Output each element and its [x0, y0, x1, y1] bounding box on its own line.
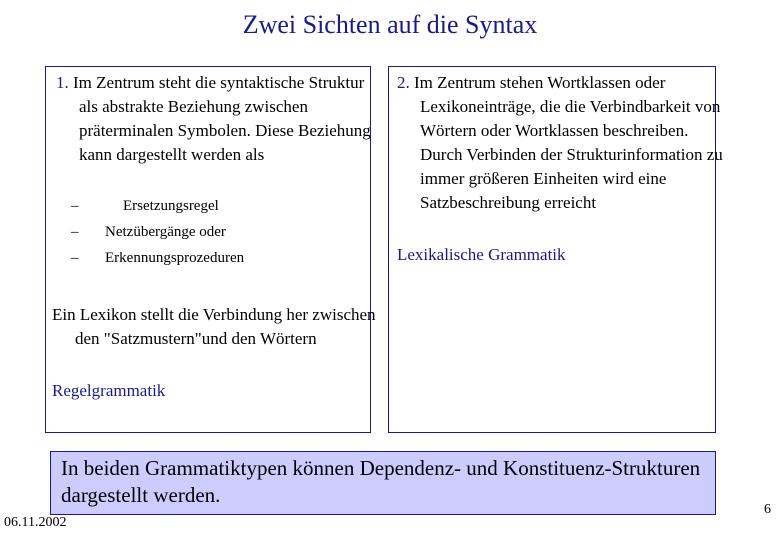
item-1-number: 1.: [56, 73, 69, 92]
item-2-number: 2.: [397, 73, 410, 92]
list-item-label: Netzübergänge oder: [105, 224, 226, 240]
item-2-text: Im Zentrum stehen Wortklassen oder Lexikoneinträge, die die Verbindbarkeit von Wörtern oder Wortklassen beschreiben. Durch Verbinden der Strukturinformation zu immer größeren Einheiten wird eine Satzbeschreibung erreicht: [414, 73, 723, 212]
right-label: Lexikalische Grammatik: [397, 245, 566, 264]
right-panel: [388, 66, 723, 433]
list-item-label: Erkennungsprozeduren: [105, 250, 245, 266]
item-1: [56, 71, 379, 167]
dash-bullet: –: [71, 198, 79, 214]
left-panel: [45, 66, 376, 433]
list-item-label: Ersetzungsregel: [123, 198, 219, 214]
left-label: Regelgrammatik: [52, 381, 166, 400]
dash-bullet: –: [71, 224, 79, 240]
item-2: [397, 71, 730, 215]
list-item: [71, 193, 361, 219]
dash-bullet: –: [71, 250, 79, 266]
page-number: 6: [764, 502, 771, 517]
summary-box: In beiden Grammatiktypen können Dependenz- und Konstituenz-Strukturen dargestellt werden.: [50, 451, 716, 515]
list-item: [71, 245, 361, 271]
lexicon-paragraph: Ein Lexikon stellt die Verbindung her zwischen den "Satzmustern"und den Wörtern: [52, 305, 376, 348]
representation-list: [71, 193, 361, 271]
footer-date: 06.11.2002: [4, 515, 67, 530]
list-item: [71, 219, 361, 245]
slide-title: Zwei Sichten auf die Syntax: [242, 10, 538, 39]
item-1-text: Im Zentrum steht die syntaktische Struktur als abstrakte Beziehung zwischen präterminalen Symbolen. Diese Beziehung kann dargestellt werden als: [73, 73, 371, 164]
